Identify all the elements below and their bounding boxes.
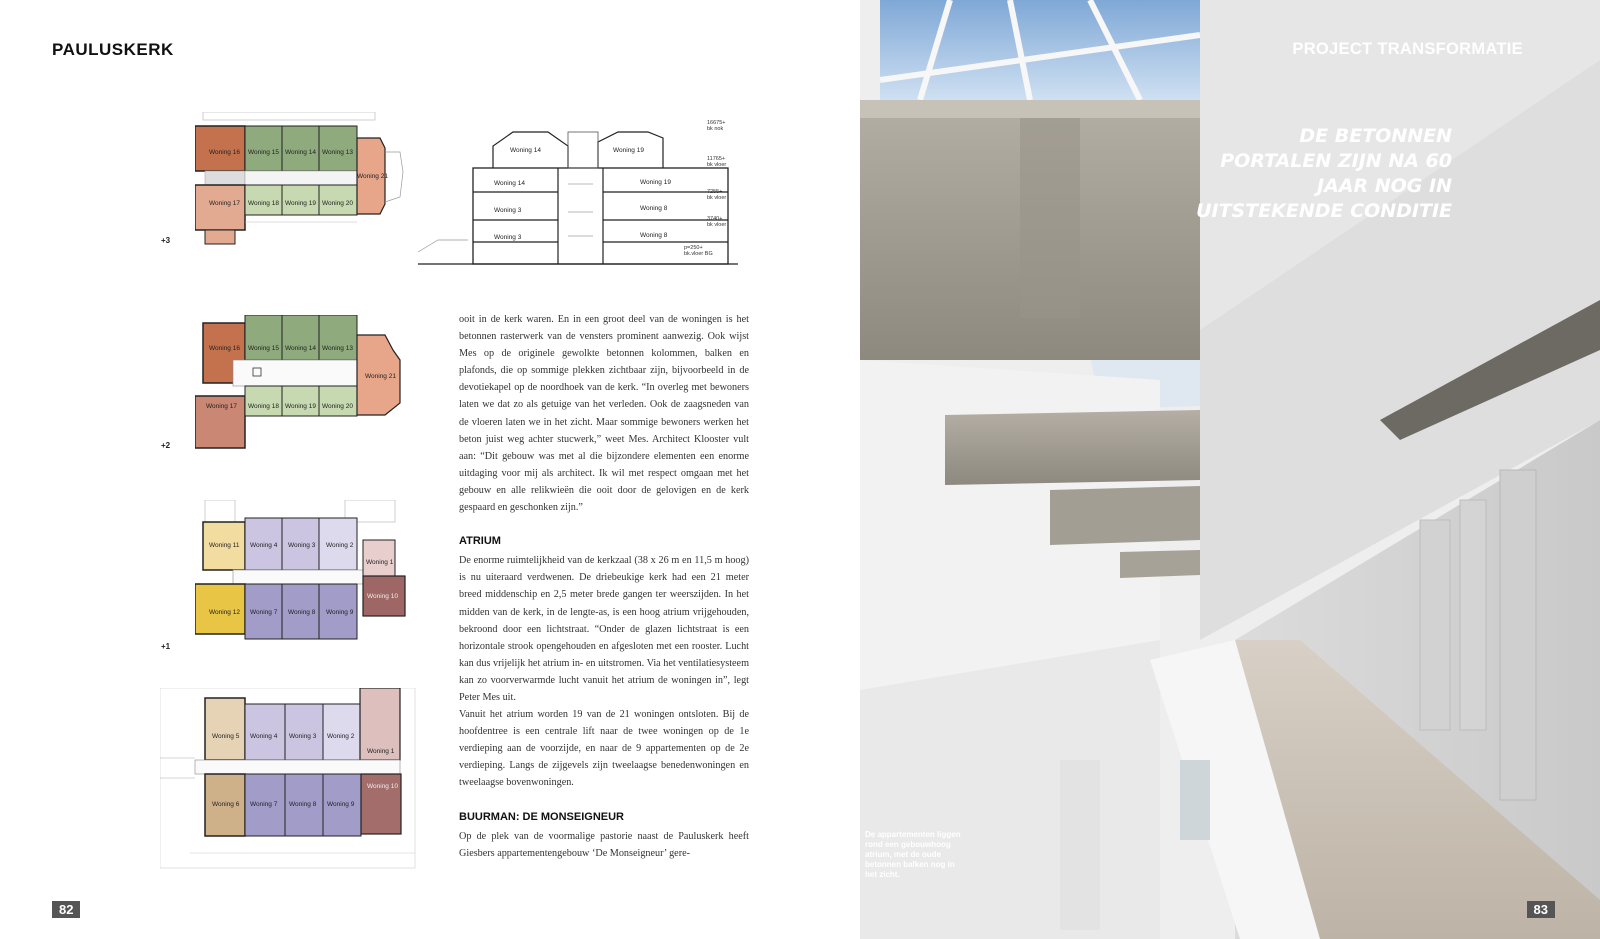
unit-label: Woning 3 [289, 733, 317, 740]
page-header-left: PAULUSKERK [52, 40, 174, 59]
level-note: bk.vloer BG [684, 251, 713, 257]
unit-label: Woning 19 [640, 179, 671, 186]
level-label: +1 [161, 642, 171, 651]
unit-label: Woning 21 [357, 173, 388, 180]
unit-label: Woning 2 [326, 542, 354, 549]
unit-label: Woning 4 [250, 542, 278, 549]
unit-label: Woning 18 [248, 200, 279, 207]
level-note: bk vloer [707, 195, 727, 201]
unit-label: Woning 9 [326, 609, 354, 616]
unit-label: Woning 14 [285, 149, 316, 156]
unit-label: Woning 10 [367, 593, 398, 600]
level-label: +2 [161, 441, 171, 450]
unit-label: Woning 10 [367, 783, 398, 790]
unit-label: Woning 6 [212, 801, 240, 808]
pull-quote: DE BETONNEN PORTALEN ZIJN NA 60 JAAR NOG IN UITSTEKENDE CONDITIE [1196, 125, 1452, 222]
level-value: 16675+ [707, 120, 726, 126]
floorplan-ground [160, 688, 420, 878]
level-label: +3 [161, 236, 171, 245]
unit-label: Woning 14 [510, 147, 541, 154]
unit-label: Woning 8 [289, 801, 317, 808]
level-note: bk vloer [707, 162, 727, 168]
paragraph: De enorme ruimtelijkheid van de kerkzaal (38 x 26 m en 11,5 m hoog) is nu uiteraard verdwenen. De driebeukige kerk had een 21 meter breed middenschip en 2,5 meter brede gangen ter weerszijden. In het midden van de kerk, in de lengte-as, is een hoog atrium vrijgehouden, bekroond door een lichtstraat. “Onder de glazen lichtstraat is een horizontale strook opengehouden en afgesloten met een rooster. Lucht kan dus vrijelijk het atrium in- en uitstromen. Via het ventilatiesysteem kan zo voorverwarmde lucht vanuit het atrium de woningen in”, legt Peter Mes uit. [459, 555, 749, 703]
unit-label: Woning 3 [494, 207, 522, 214]
unit-label: Woning 8 [288, 609, 316, 616]
unit-label: Woning 8 [640, 232, 668, 239]
section-heading: BUURMAN: DE MONSEIGNEUR [459, 810, 624, 823]
unit-label: Woning 15 [248, 149, 279, 156]
unit-label: Woning 19 [285, 403, 316, 410]
unit-label: Woning 14 [285, 345, 316, 352]
unit-label: Woning 16 [209, 149, 240, 156]
unit-label: Woning 18 [248, 403, 279, 410]
section-drawing [418, 112, 738, 280]
page-header-right: PROJECT TRANSFORMATIE [1292, 40, 1523, 58]
unit-label: Woning 12 [209, 609, 240, 616]
level-value: p=250+ [684, 245, 703, 251]
unit-label: Woning 13 [322, 149, 353, 156]
unit-label: Woning 16 [209, 345, 240, 352]
unit-label: Woning 1 [367, 748, 395, 755]
unit-label: Woning 20 [322, 403, 353, 410]
unit-label: Woning 21 [365, 373, 396, 380]
level-note: bk vloer [707, 222, 727, 228]
unit-label: Woning 15 [248, 345, 279, 352]
unit-label: Woning 20 [322, 200, 353, 207]
level-value: 7255+ [707, 189, 723, 195]
level-note: bk nok [707, 126, 724, 132]
unit-label: Woning 5 [212, 733, 240, 740]
unit-label: Woning 3 [288, 542, 316, 549]
unit-label: Woning 19 [285, 200, 316, 207]
unit-label: Woning 1 [366, 559, 394, 566]
unit-label: Woning 14 [494, 180, 525, 187]
unit-label: Woning 8 [640, 205, 668, 212]
floorplan-level-3 [195, 112, 415, 252]
floorplan-level-1 [195, 500, 415, 660]
paragraph: ooit in de kerk waren. En in een groot deel van de woningen is het betonnen rasterwerk van de vensters prominent aanwezig. Ook wijst Mes op de originele gewolkte betonnen kolommen, balken en plafonds, die op sommige plekken zichtbaar zijn, bijvoorbeeld in de devotiekapel op de noordhoek van de kerk. “In overleg met bewoners laten we dat zo als getuige van het verleden. Ook de zaagsneden van de vloeren laten we in het zicht. Maar sommige bewoners werken het beton juist weg achter stucwerk,” weet Mes. Architect Klooster vult aan: “Dit gebouw was met al die bijzondere elementen een enorme uitdaging voor mij als architect. Ik wil met respect omgaan met het gebouw en alle relikwieën die ooit door de gelovigen en de kerk gespaard en geschonken zijn.” [459, 314, 749, 514]
section-heading: ATRIUM [459, 535, 501, 548]
page-number: 82 [52, 901, 80, 918]
unit-label: Woning 17 [209, 200, 240, 207]
unit-label: Woning 3 [494, 234, 522, 241]
unit-label: Woning 4 [250, 733, 278, 740]
paragraph: Vanuit het atrium worden 19 van de 21 woningen ontsloten. Bij de hoofdentree is een centrale lift naar de twee woningen op de 1e verdieping aan de voorzijde, en naar de 9 appartementen op de 2e verdieping. Langs de zijgevels zijn tweelaagse benedenwoningen en tweelaagse bovenwoningen. [459, 709, 749, 789]
unit-label: Woning 17 [206, 403, 237, 410]
floorplan-level-2 [195, 315, 415, 455]
unit-label: Woning 9 [327, 801, 355, 808]
atrium-photo [860, 0, 1600, 939]
unit-label: Woning 2 [327, 733, 355, 740]
unit-label: Woning 7 [250, 801, 278, 808]
photo-caption: De appartementen liggen rond een gebouwhoog atrium, met de oude betonnen balken nog in het zicht. [865, 830, 961, 879]
level-value: 11765+ [707, 156, 726, 162]
unit-label: Woning 13 [322, 345, 353, 352]
level-value: 3740+ [707, 216, 723, 222]
article-body [459, 311, 749, 862]
unit-label: Woning 19 [613, 147, 644, 154]
page-number: 83 [1527, 901, 1555, 918]
unit-label: Woning 11 [209, 542, 240, 549]
paragraph: Op de plek van de voormalige pastorie naast de Pauluskerk heeft Giesbers appartementengebouw ‘De Monseigneur’ gere- [459, 830, 749, 859]
unit-label: Woning 7 [250, 609, 278, 616]
